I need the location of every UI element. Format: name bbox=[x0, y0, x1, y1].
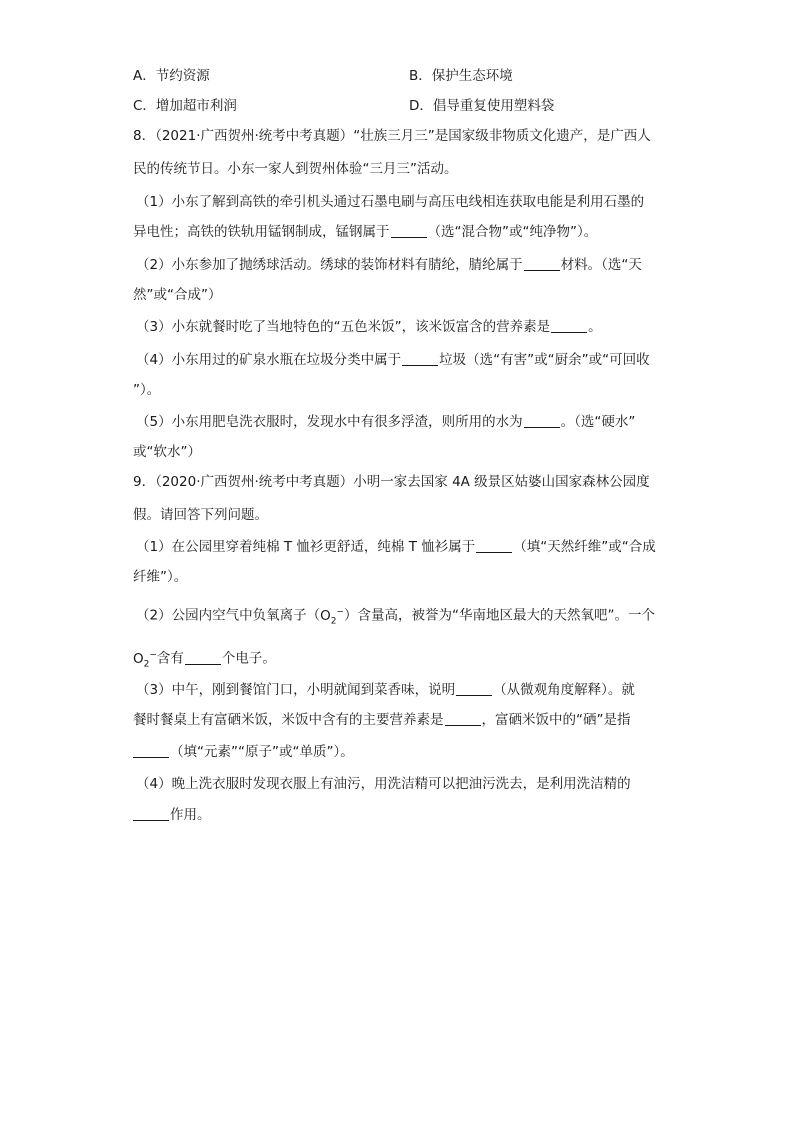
q9-part2-line1: （2）公园内空气中负氧离子$(O_2^-)$含量高，被誉为“华南地区最大的天然氧吧”。一个 bbox=[136, 607, 656, 627]
q9-part3-line1: （3）中午，刚到餐馆门口，小明就闻到菜香味，说明 （从微观角度解释）。就 bbox=[136, 682, 635, 698]
option-a: A．节约资源 bbox=[133, 68, 210, 84]
answer-blank[interactable] bbox=[524, 256, 560, 271]
answer-blank[interactable] bbox=[524, 413, 560, 428]
oxygen-ion-formula: $O_2^-$ bbox=[133, 650, 157, 670]
answer-blank[interactable] bbox=[391, 223, 427, 238]
q9-stem-line2: 假。请回答下列问题。 bbox=[133, 507, 268, 523]
q8-stem-line2: 民的传统节日。小东一家人到贺州体验“三月三”活动。 bbox=[133, 161, 458, 177]
q9-part4-line2: 作用。 bbox=[133, 805, 211, 825]
answer-blank[interactable] bbox=[456, 681, 492, 696]
q8-stem-line1: 8．（2021·广西贺州·统考中考真题）“壮族三月三”是国家级非物质文化遗产，是广西人 bbox=[133, 128, 651, 144]
q8-part1-line1: （1）小东了解到高铁的牵引机头通过石墨电刷与高压电线相连获取电能是利用石墨的 bbox=[136, 194, 645, 210]
q9-part3-line3: （填“元素”“原子”或“单质”）。 bbox=[133, 742, 354, 762]
q8-part4-line1: （4）小东用过的矿泉水瓶在垃圾分类中属于 垃圾（选“有害”或“厨余”或“可回收 bbox=[136, 352, 650, 368]
option-d: D．倡导重复使用塑料袋 bbox=[409, 98, 555, 114]
answer-blank[interactable] bbox=[133, 806, 169, 821]
q9-stem-line1: 9．（2020·广西贺州·统考中考真题）小明一家去国家 4A 级景区姑婆山国家森林公园度 bbox=[133, 474, 650, 490]
answer-blank[interactable] bbox=[476, 538, 512, 553]
q8-part3: （3）小东就餐时吃了当地特色的“五色米饭”，该米饭富含的营养素是 。 bbox=[136, 319, 602, 335]
oxygen-ion-formula: $O_2^-$ bbox=[320, 607, 345, 627]
option-b: B．保护生态环境 bbox=[409, 68, 513, 84]
q9-part2-line2: $O_2^-$含有 个电子。 bbox=[133, 650, 276, 670]
q8-part1-line2: 异电性；高铁的铁轨用锰钢制成，锰钢属于 （选“混合物”或“纯净物”）。 bbox=[133, 224, 598, 240]
option-c: C．增加超市利润 bbox=[133, 98, 237, 114]
q9-part3-line2: 餐时餐桌上有富硒米饭，米饭中含有的主要营养素是 ，富硒米饭中的“硒”是指 bbox=[133, 712, 631, 728]
answer-blank[interactable] bbox=[445, 711, 481, 726]
answer-blank[interactable] bbox=[551, 318, 587, 333]
answer-blank[interactable] bbox=[133, 743, 169, 758]
answer-blank[interactable] bbox=[185, 650, 221, 665]
q8-part5-line1: （5）小东用肥皂洗衣服时，发现水中有很多浮渣，则所用的水为 。（选“硬水” bbox=[136, 414, 636, 430]
answer-blank[interactable] bbox=[402, 351, 438, 366]
q8-part4-line2: ”）。 bbox=[133, 382, 161, 398]
q9-part1-line2: 纤维”）。 bbox=[133, 569, 188, 585]
q8-part2-line2: 然”或“合成”） bbox=[133, 287, 222, 303]
q8-part5-line2: 或“软水”） bbox=[133, 444, 201, 460]
q9-part1-line1: （1）在公园里穿着纯棉 T 恤衫更舒适，纯棉 T 恤衫属于 （填“天然纤维”或“合成 bbox=[136, 539, 656, 555]
q9-part4-line1: （4）晚上洗衣服时发现衣服上有油污，用洗洁精可以把油污洗去，是利用洗洁精的 bbox=[136, 776, 631, 792]
q8-part2-line1: （2）小东参加了抛绣球活动。绣球的装饰材料有腈纶，腈纶属于 材料。（选“天 bbox=[136, 257, 642, 273]
